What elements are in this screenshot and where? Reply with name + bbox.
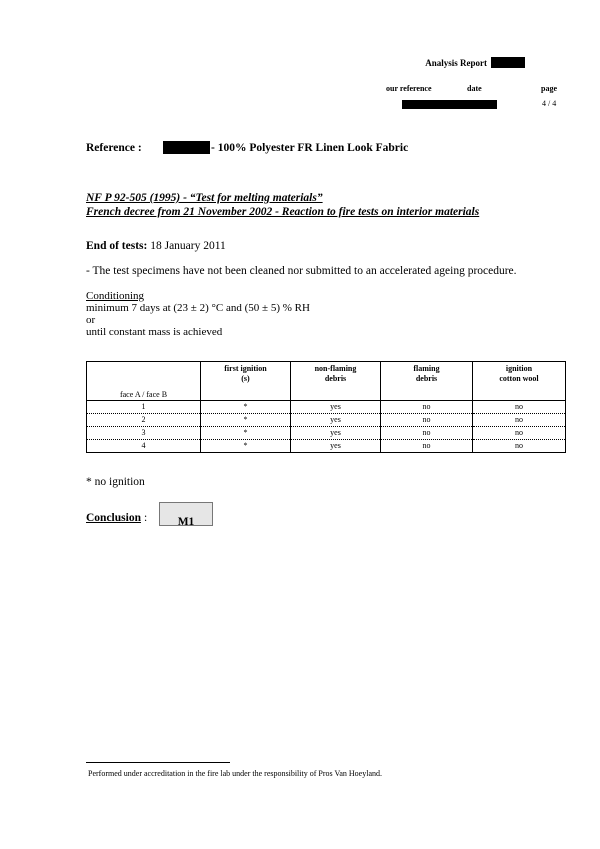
footnote-no-ignition: * no ignition [86, 476, 145, 488]
col-ignition-cotton-wool [473, 362, 566, 401]
table-row [87, 401, 566, 414]
report-title-text: Analysis Report [425, 57, 487, 68]
conclusion-label: Conclusion [86, 512, 141, 524]
reference-product: - 100% Polyester FR Linen Look Fabric [211, 141, 409, 154]
col-flaming-line2: debris [415, 374, 438, 383]
reference-label: Reference : [86, 141, 142, 154]
cell-non-flaming: yes [291, 427, 381, 440]
col-non-flaming-line2: debris [324, 374, 347, 383]
col-first-ignition-line1: first ignition [224, 364, 267, 373]
cell-face: 2 [87, 414, 201, 427]
end-of-tests [86, 240, 226, 252]
col-non-flaming-line1: non-flaming [314, 364, 357, 373]
cell-face: 4 [87, 440, 201, 453]
col-flaming-debris [381, 362, 473, 401]
col-flaming-line1: flaming [413, 364, 440, 373]
cell-face: 3 [87, 427, 201, 440]
cell-flaming: no [381, 440, 473, 453]
cell-first-ignition: * [201, 414, 291, 427]
col-first-ignition-line2: (s) [241, 374, 250, 383]
date-label: date [467, 84, 482, 93]
cell-face: 1 [87, 401, 201, 414]
conclusion-classification-box [159, 502, 213, 526]
end-of-tests-label: End of tests: [86, 240, 148, 252]
report-title [425, 57, 525, 68]
cell-ignition-cotton: no [473, 414, 566, 427]
redacted-product-code [163, 141, 210, 154]
cell-non-flaming: yes [291, 414, 381, 427]
cell-ignition-cotton: no [473, 440, 566, 453]
cell-ignition-cotton: no [473, 427, 566, 440]
conclusion-value: M1 [177, 516, 195, 528]
table-row [87, 440, 566, 453]
conditioning-line-1: minimum 7 days at (23 ± 2) °C and (50 ± 5) % RH [86, 302, 310, 314]
conditioning-block [86, 290, 310, 338]
cell-flaming: no [381, 401, 473, 414]
redacted-reference [402, 100, 497, 109]
cell-first-ignition: * [201, 401, 291, 414]
face-header: face A / face B [87, 362, 201, 401]
reference-line [86, 141, 408, 154]
conditioning-title: Conditioning [86, 290, 145, 302]
cell-flaming: no [381, 414, 473, 427]
col-first-ignition [201, 362, 291, 401]
col-ignition-line1: ignition [505, 364, 533, 373]
standard-line-1: NF P 92-505 (1995) - “Test for melting materials” [86, 192, 323, 204]
table-header-row [87, 362, 566, 401]
cell-first-ignition: * [201, 440, 291, 453]
table-row [87, 414, 566, 427]
conclusion-colon: : [144, 512, 148, 524]
cell-non-flaming: yes [291, 401, 381, 414]
results-table [86, 361, 566, 453]
cell-flaming: no [381, 427, 473, 440]
conditioning-line-2: or [86, 314, 96, 326]
col-non-flaming-debris [291, 362, 381, 401]
cell-first-ignition: * [201, 427, 291, 440]
redacted-report-number [491, 57, 525, 68]
cell-ignition-cotton: no [473, 401, 566, 414]
footer-divider [86, 762, 230, 763]
col-ignition-line2: cotton wool [499, 374, 539, 383]
specimen-note: - The test specimens have not been cleaned nor submitted to an accelerated ageing procedure. [86, 265, 517, 277]
page-label: page [541, 84, 557, 93]
standard-line-2: French decree from 21 November 2002 - Reaction to fire tests on interior materials [86, 206, 480, 218]
footer-accreditation: Performed under accreditation in the fire lab under the responsibility of Pros Van Hoeyland. [88, 769, 382, 778]
cell-non-flaming: yes [291, 440, 381, 453]
table-row [87, 427, 566, 440]
our-reference-label: our reference [386, 84, 432, 93]
conditioning-line-3: until constant mass is achieved [86, 326, 223, 338]
end-of-tests-value: 18 January 2011 [150, 240, 226, 252]
page-number: 4 / 4 [542, 99, 557, 108]
